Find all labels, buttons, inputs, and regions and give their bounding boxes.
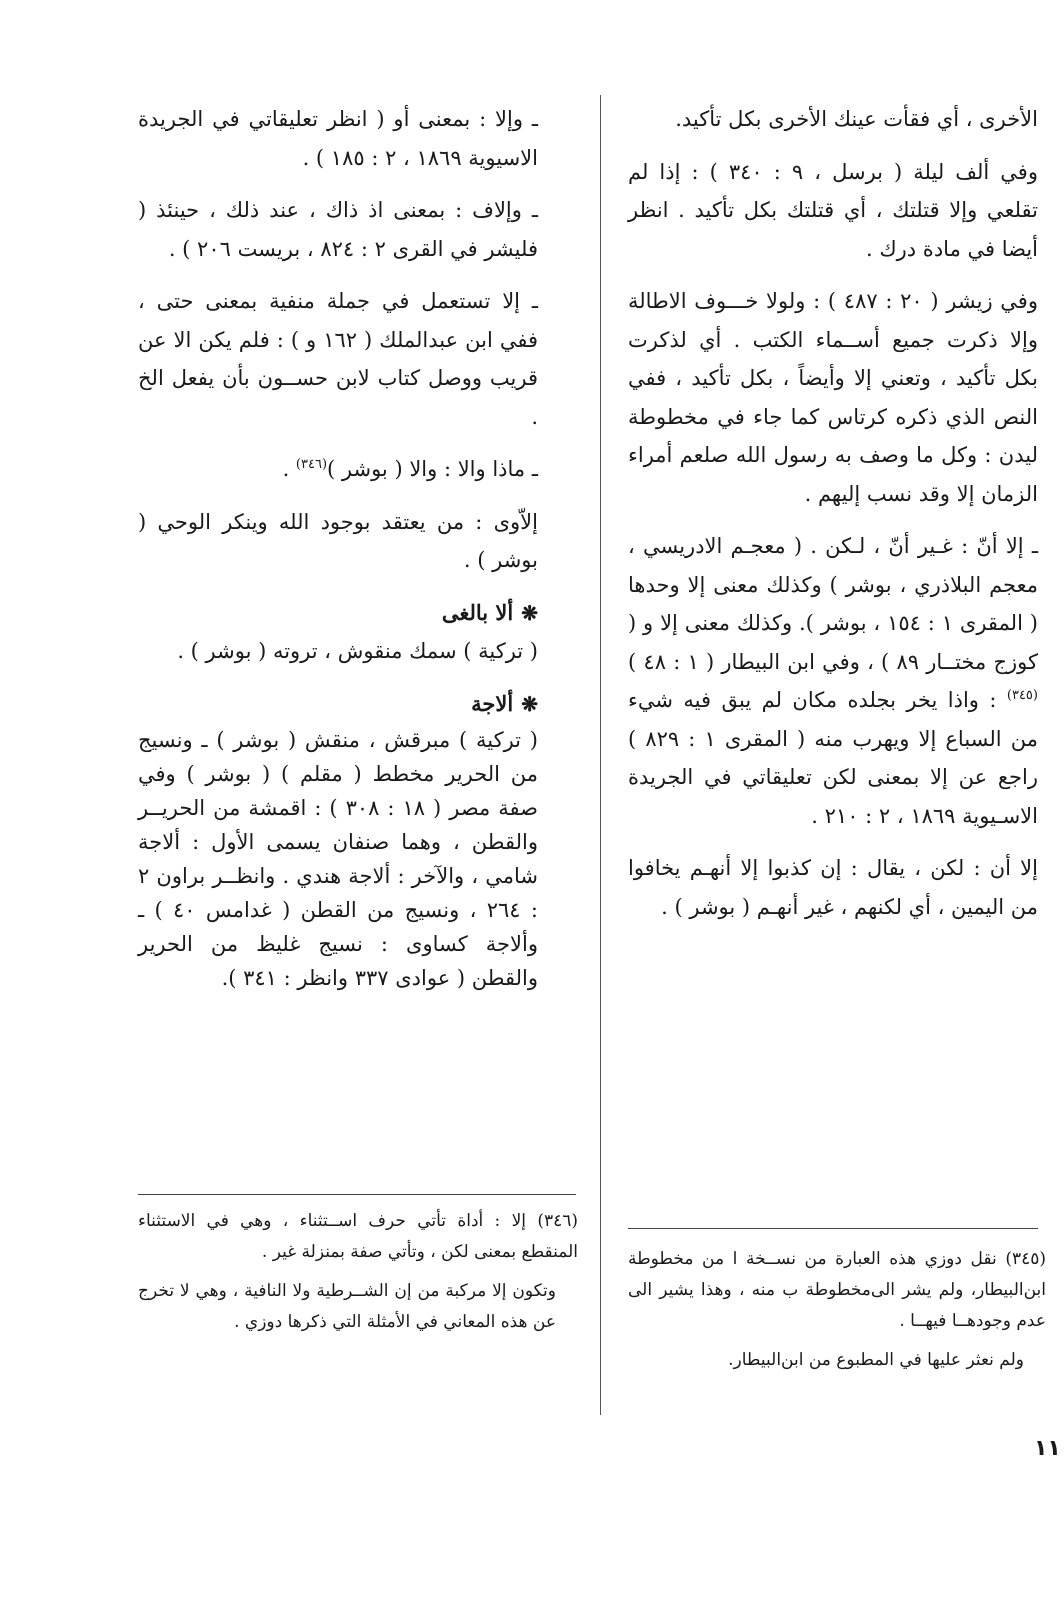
paragraph: الأخرى ، أي فقأت عينك الأخرى بكل تأكيد.	[675, 107, 1038, 131]
text-run: : واذا يخر بجلده مكان لم يبق فيه شيء من السباع إلا ويهرب منه ( المقرى ١ : ٨٢٩ ) راجع عن إلا بمعنى لكن تعليقاتي في الجريدة الاسـيوية ١٨٦٩ ، ٢ : ٢١٠ .	[628, 688, 1038, 828]
entry-heading	[138, 685, 538, 724]
footnote-346	[138, 1206, 578, 1346]
footnote-text: ولم نعثر عليها في المطبوع من ابن‌البيطار.	[728, 1350, 1024, 1370]
footnote-rule	[138, 1194, 576, 1195]
asterism-icon: ❋	[521, 691, 538, 716]
paragraph: إلاّوى : من يعتقد بوجود الله وينكر الوحي ( بوشر ) .	[138, 509, 538, 572]
text-run: ـ ماذا والا : والا ( بوشر )	[327, 457, 538, 481]
entry-heading-text: ألاجة	[471, 690, 514, 716]
left-column	[138, 100, 538, 1009]
footnote-ref-346: (٣٤٦)	[295, 457, 328, 472]
entry-heading	[138, 594, 538, 633]
column-divider	[600, 95, 601, 1415]
footnote-345	[628, 1244, 1046, 1384]
paragraph: إلا أن : لكن ، يقال : إن كذبوا إلا أنهـم يخافوا من اليمين ، أي لكنهم ، غير أنهـم ( بوشر ) .	[628, 856, 1038, 919]
text-run: ـ إلا أنّ : غـير أنّ ، لـكن . ( معجـم الادريسي ، معجم البلاذري ، بوشر ) وكذلك معنى إلا وحدها ( المقرى ١ : ١٥٤ ، بوشر ). وكذلك معنى إلا و ( كوزج مختــار ٨٩ ) ، وفي ابن البيطار ( ١ : ٤٨ )	[628, 534, 1038, 674]
paragraph: ـ وإلا : بمعنى أو ( انظر تعليقاتي في الجريدة الاسيوية ١٨٦٩ ، ٢ : ١٨٥ ) .	[138, 107, 538, 170]
paragraph: ـ وإلاف : بمعنى اذ ذاك ، عند ذلك ، حينئذ ( فليشر في القرى ٢ : ٨٢٤ ، بريست ٢٠٦ ) .	[138, 198, 538, 261]
paragraph: وفي ألف ليلة ( برسل ، ٩ : ٣٤٠ ) : إذا لم تقلعي وإلا قتلتك ، أي قتلتك بكل تأكيد . انظر أيضا في مادة درك .	[628, 159, 1038, 261]
entry-body: ( تركية ) سمك منقوش ، تروته ( بوشر ) .	[177, 639, 538, 663]
right-column	[628, 100, 1038, 940]
paragraph	[138, 450, 538, 489]
entry-ala-balghi	[138, 594, 538, 671]
footnote-text: (٣٤٦) إلا : أداة تأتي حرف اســتثناء ، وهي في الاستثناء المنقطع بمعنى لكن ، وتأتي صفة بمنزلة غير .	[138, 1211, 578, 1262]
footnote-text: وتكون إلا مركبة من إن الشــرطية ولا النافية ، وهي لا تخرج عن هذه المعاني في الأمثلة التي ذكرها دوزي .	[138, 1281, 556, 1332]
paragraph: ـ إلا تستعمل في جملة منفية بمعنى حتى ، ففي ابن عبدالملك ( ١٦٢ و ) : فلم يكن الا عن قريب ووصل كتاب لابن حســون بأن يفعل الخ .	[138, 289, 538, 429]
footnote-rule	[628, 1228, 1038, 1229]
footnote-text: (٣٤٥) نقل دوزي هذه العبارة من نســخة ا من مخطوطة ابن‌البيطار، ولم يشر الى‌مخطوطة ب منه ، وهذا يشير الى عدم وجودهــا فيهــا .	[628, 1249, 1046, 1331]
paragraph	[628, 527, 1038, 835]
text-run: .	[282, 457, 296, 481]
asterism-icon: ❋	[521, 600, 538, 625]
entry-heading-text: ألا بالغى	[441, 599, 514, 625]
page-number: ١١	[1034, 1436, 1061, 1461]
entry-alaja	[138, 685, 538, 996]
paragraph: وفي زيشر ( ٢٠ : ٤٨٧ ) : ولولا خـــوف الاطالة وإلا ذكرت جميع أســماء الكتب . أي لذكرت بكل تأكيد ، وتعني إلا وأيضاً ، بكل تأكيد ، ففي النص الذي ذكره كرتاس كما جاء في مخطوطة ليدن : وكل ما وصف به رسول الله صلعم أمراء الزمان إلا وقد نسب إليهم .	[628, 289, 1038, 506]
footnote-ref-345: (٣٤٥)	[1006, 688, 1038, 703]
entry-body: ( تركية ) مبرقش ، منقش ( بوشر ) ـ ونسيج من الحرير مخطط ( مقلم ) ( بوشر ) وفي صفة مصر ( ١٨ : ٣٠٨ ) : اقمشة من الحريــر والقطن ، وهما صنفان يسمى الأول : ألاجة شامي ، والآخر : ألاجة هندي . وانظــر براون ٢ : ٢٦٤ ، ونسيج من القطن ( غدامس ٤٠ ) ـ وألاجة كساوى : نسيج غليظ من الحرير والقطن ( عوادى ٣٣٧ وانظر : ٣٤١ ).	[138, 728, 538, 990]
